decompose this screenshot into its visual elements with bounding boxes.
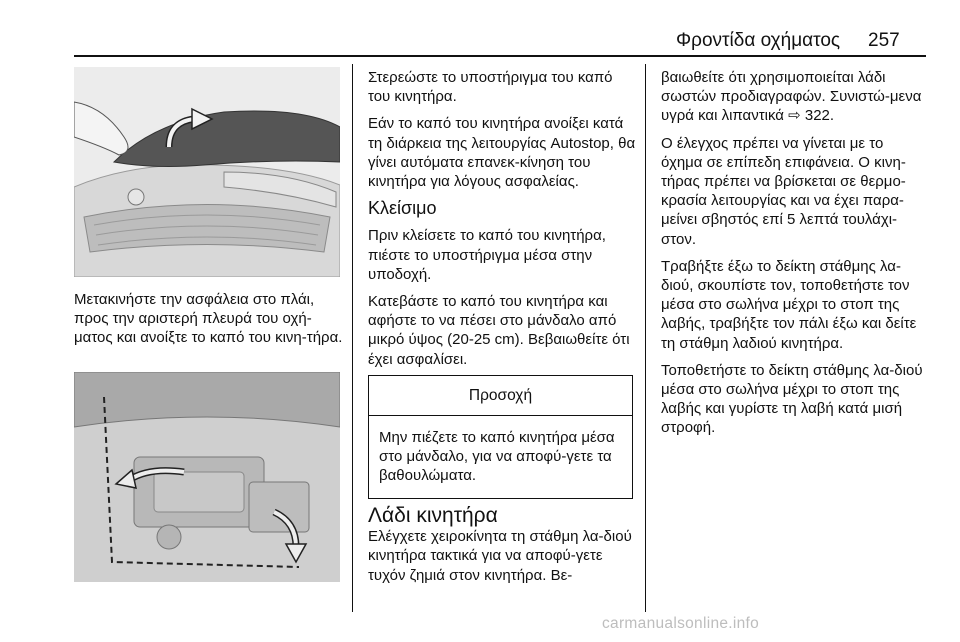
column-divider-right <box>645 64 646 612</box>
column-divider-left <box>352 64 353 612</box>
caution-title: Προσοχή <box>369 376 632 416</box>
header-section-title: Φροντίδα οχήματος <box>676 30 841 51</box>
engine-bay-illustration <box>74 372 340 582</box>
paragraph-check-oil: Ελέγχετε χειροκίνητα τη στάθμη λα-διού κινητήρα τακτικά για να αποφύ-γετε τυχόν ζημιά στον κινητήρα. Βε- <box>368 528 632 584</box>
watermark-text: carmanualsonline.info <box>602 615 760 632</box>
paragraph-autostop: Εάν το καπό του κινητήρα ανοίξει κατά τη διάρκεια της λειτουργίας Autostop, θα γίνει αυτόματα επανεκ-κίνηση του κινητήρα για λόγους ασφαλείας. <box>368 115 636 191</box>
engine-oil-section <box>368 494 636 593</box>
column-3 <box>661 68 926 446</box>
paragraph-dipstick-check: Τραβήξτε έξω το δείκτη στάθμης λα-διού, σκουπίστε τον, τοποθετήστε τον μέσα στο σωλήνα μέχρι το στοπ της λαβής, τραβήξτε τον πάλι έξω και δείτε τη στάθμη λαδιού κινητήρα. <box>661 257 917 352</box>
caution-body: Μην πιέζετε το καπό κινητήρα μέσα στο μάνδαλο, για να αποφύ-γετε τα βαθουλώματα. <box>379 429 615 485</box>
figure-hood-support-rod <box>74 372 340 582</box>
column-2 <box>368 68 636 377</box>
heading-closing: Κλείσιμο <box>368 198 437 219</box>
caution-notice-box <box>368 375 633 499</box>
paragraph-level-surface: Ο έλεγχος πρέπει να γίνεται με το όχημα σε επίπεδη επιφάνεια. Ο κινη-τήρας πρέπει να βρίσκεται σε θερμο-κρασία λειτουργίας και να έχει παρα-μείνει σβηστός επί 5 λεπτά τουλάχι-στον. <box>661 134 906 248</box>
hood-opening-illustration <box>74 67 340 277</box>
paragraph-secure-support: Στερεώστε το υποστήριγμα του καπό του κινητήρα. <box>368 69 613 106</box>
paragraph-oil-spec: βαιωθείτε ότι χρησιμοποιείται λάδι σωστών προδιαγραφών. Συνιστώ-μενα υγρά και λιπαντικά ⇨ 322. <box>661 69 922 125</box>
header-page-number: 257 <box>868 30 900 51</box>
paragraph-press-support: Πριν κλείσετε το καπό του κινητήρα, πιέστε το υποστήριγμα μέσα στην υποδοχή. <box>368 227 606 283</box>
figure-hood-opening <box>74 67 340 277</box>
paragraph-dipstick-insert: Τοποθετήστε το δείκτη στάθμης λα-διού μέσα στο σωλήνα μέχρι το στοπ της λαβής και γυρίστε τη λαβή κατά μισή στροφή. <box>661 361 923 437</box>
paragraph-lower-hood: Κατεβάστε το καπό του κινητήρα και αφήστε το να πέσει στο μάνδαλο από μικρό ύψος (20-25 cm). Βεβαιωθείτε ότι έχει ασφαλίσει. <box>368 293 630 368</box>
heading-engine-oil: Λάδι κινητήρα <box>368 504 498 527</box>
header-rule <box>74 55 926 57</box>
figure-caption: Μετακινήστε την ασφάλεια στο πλάι, προς την αριστερή πλευρά του οχή-ματος και ανοίξτε το καπό του κινη-τήρα. <box>74 291 343 347</box>
